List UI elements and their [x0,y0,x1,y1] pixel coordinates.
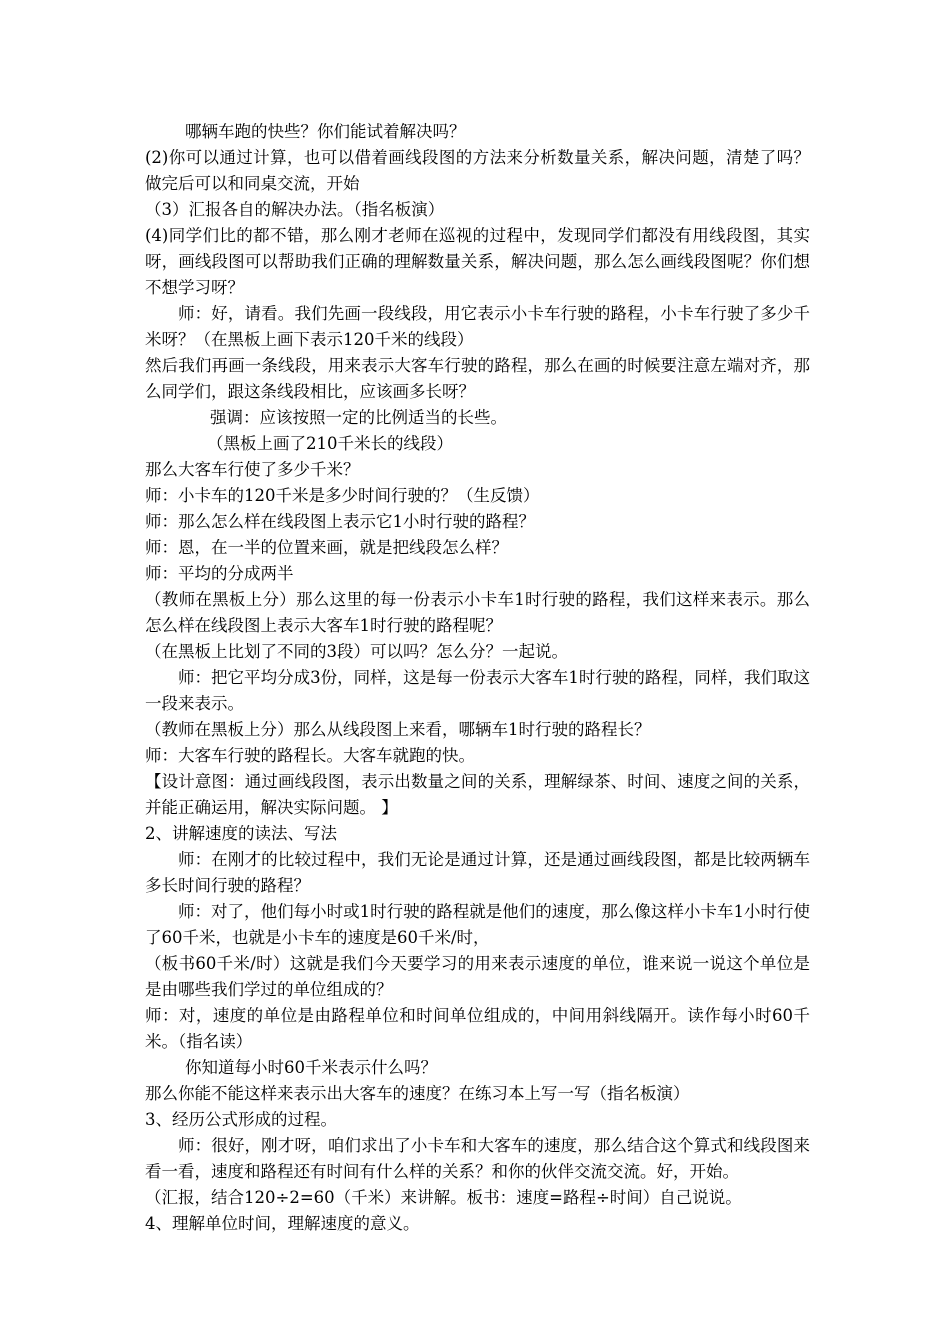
paragraph-teacher-1: 师：小卡车的120千米是多少时间行驶的？（生反馈） [145,486,540,505]
paragraph-question-bus: 那么大客车行使了多少千米？ [145,460,360,479]
paragraph-teacher-2: 师：那么怎么样在线段图上表示它1小时行驶的路程？ [145,512,535,531]
paragraph-compare: （教师在黑板上分）那么从线段图上来看，哪辆车1时行驶的路程长？ [145,720,651,739]
paragraph-teacher-3: 师：恩，在一半的位置来画，就是把线段怎么样？ [145,538,508,557]
paragraph-teacher-relation: 师：很好，刚才呀，咱们求出了小卡车和大客车的速度，那么结合这个算式和线段图来看一看，速度和路程还有时间有什么样的关系？和你的伙伴交流交流。好，开始。 [145,1136,810,1181]
section-heading-3: 3、经历公式形成的过程。 [145,1110,337,1129]
paragraph-three-segments: （在黑板上比划了不同的3段）可以吗？怎么分？一起说。 [145,642,568,661]
paragraph-teacher-4: 师：平均的分成两半 [145,564,294,583]
paragraph-teacher-speed: 师：对了，他们每小时或1时行驶的路程就是他们的速度，那么像这样小卡车1小时行使了60千米，也就是小卡车的速度是60千米/时， [145,902,810,947]
paragraph-formula: （汇报，结合120÷2=60（千米）来讲解。板书：速度=路程÷时间）自己说说。 [145,1188,742,1207]
paragraph-second-line: 然后我们再画一条线段，用来表示大客车行驶的路程，那么在画的时候要注意左端对齐，那么同学们，跟这条线段相比，应该画多长呀？ [145,356,810,401]
paragraph-teacher-unit: 师：对，速度的单位是由路程单位和时间单位组成的，中间用斜线隔开。读作每小时60千米。（指名读） [145,1006,810,1051]
paragraph-teacher-divide-3: 师：把它平均分成3份，同样，这是每一份表示大客车1时行驶的路程，同样，我们取这一段来表示。 [145,668,810,713]
section-heading-2: 2、讲解速度的读法、写法 [145,824,337,843]
paragraph-divide-truck: （教师在黑板上分）那么这里的每一份表示小卡车1时行驶的路程，我们这样来表示。那么怎么样在线段图上表示大客车1时行驶的路程呢？ [145,590,810,635]
paragraph-practice: 那么你能不能这样来表示出大客车的速度？在练习本上写一写（指名板演） [145,1084,690,1103]
section-heading-4: 4、理解单位时间，理解速度的意义。 [145,1214,420,1233]
paragraph-step-2: (2)你可以通过计算，也可以借着画线段图的方法来分析数量关系，解决问题，清楚了吗？做完后可以和同桌交流，开始 [145,148,810,193]
paragraph-teacher-compare: 师：在刚才的比较过程中，我们无论是通过计算，还是通过画线段图，都是比较两辆车多长时间行驶的路程？ [145,850,810,895]
paragraph-design-intent: 【设计意图：通过画线段图，表示出数量之间的关系，理解绿茶、时间、速度之间的关系，并能正确运用，解决实际问题。 】 [145,772,810,817]
paragraph-teacher-answer: 师：大客车行驶的路程长。大客车就跑的快。 [145,746,475,765]
document-page [145,119,810,1237]
paragraph-blackboard-unit: （板书60千米/时）这就是我们今天要学习的用来表示速度的单位，谁来说一说这个单位是是由哪些我们学过的单位组成的？ [145,954,810,999]
paragraph-teacher-draw-line: 师：好，请看。我们先画一段线段，用它表示小卡车行驶的路程，小卡车行驶了多少千米呀？（在黑板上画下表示120千米的线段） [145,304,810,349]
paragraph-meaning-question: 你知道每小时60千米表示什么吗？ [185,1058,437,1077]
paragraph-question: 哪辆车跑的快些？你们能试着解决吗？ [185,122,466,141]
paragraph-step-3: （3）汇报各自的解决办法。（指名板演） [145,200,445,219]
paragraph-blackboard-note: （黑板上画了210千米长的线段） [207,434,453,453]
paragraph-step-4: (4)同学们比的都不错，那么刚才老师在巡视的过程中，发现同学们都没有用线段图，其实呀，画线段图可以帮助我们正确的理解数量关系，解决问题，那么怎么画线段图呢？你们想不想学习呀？ [145,226,810,297]
paragraph-emphasis: 强调：应该按照一定的比例适当的长些。 [210,408,507,427]
